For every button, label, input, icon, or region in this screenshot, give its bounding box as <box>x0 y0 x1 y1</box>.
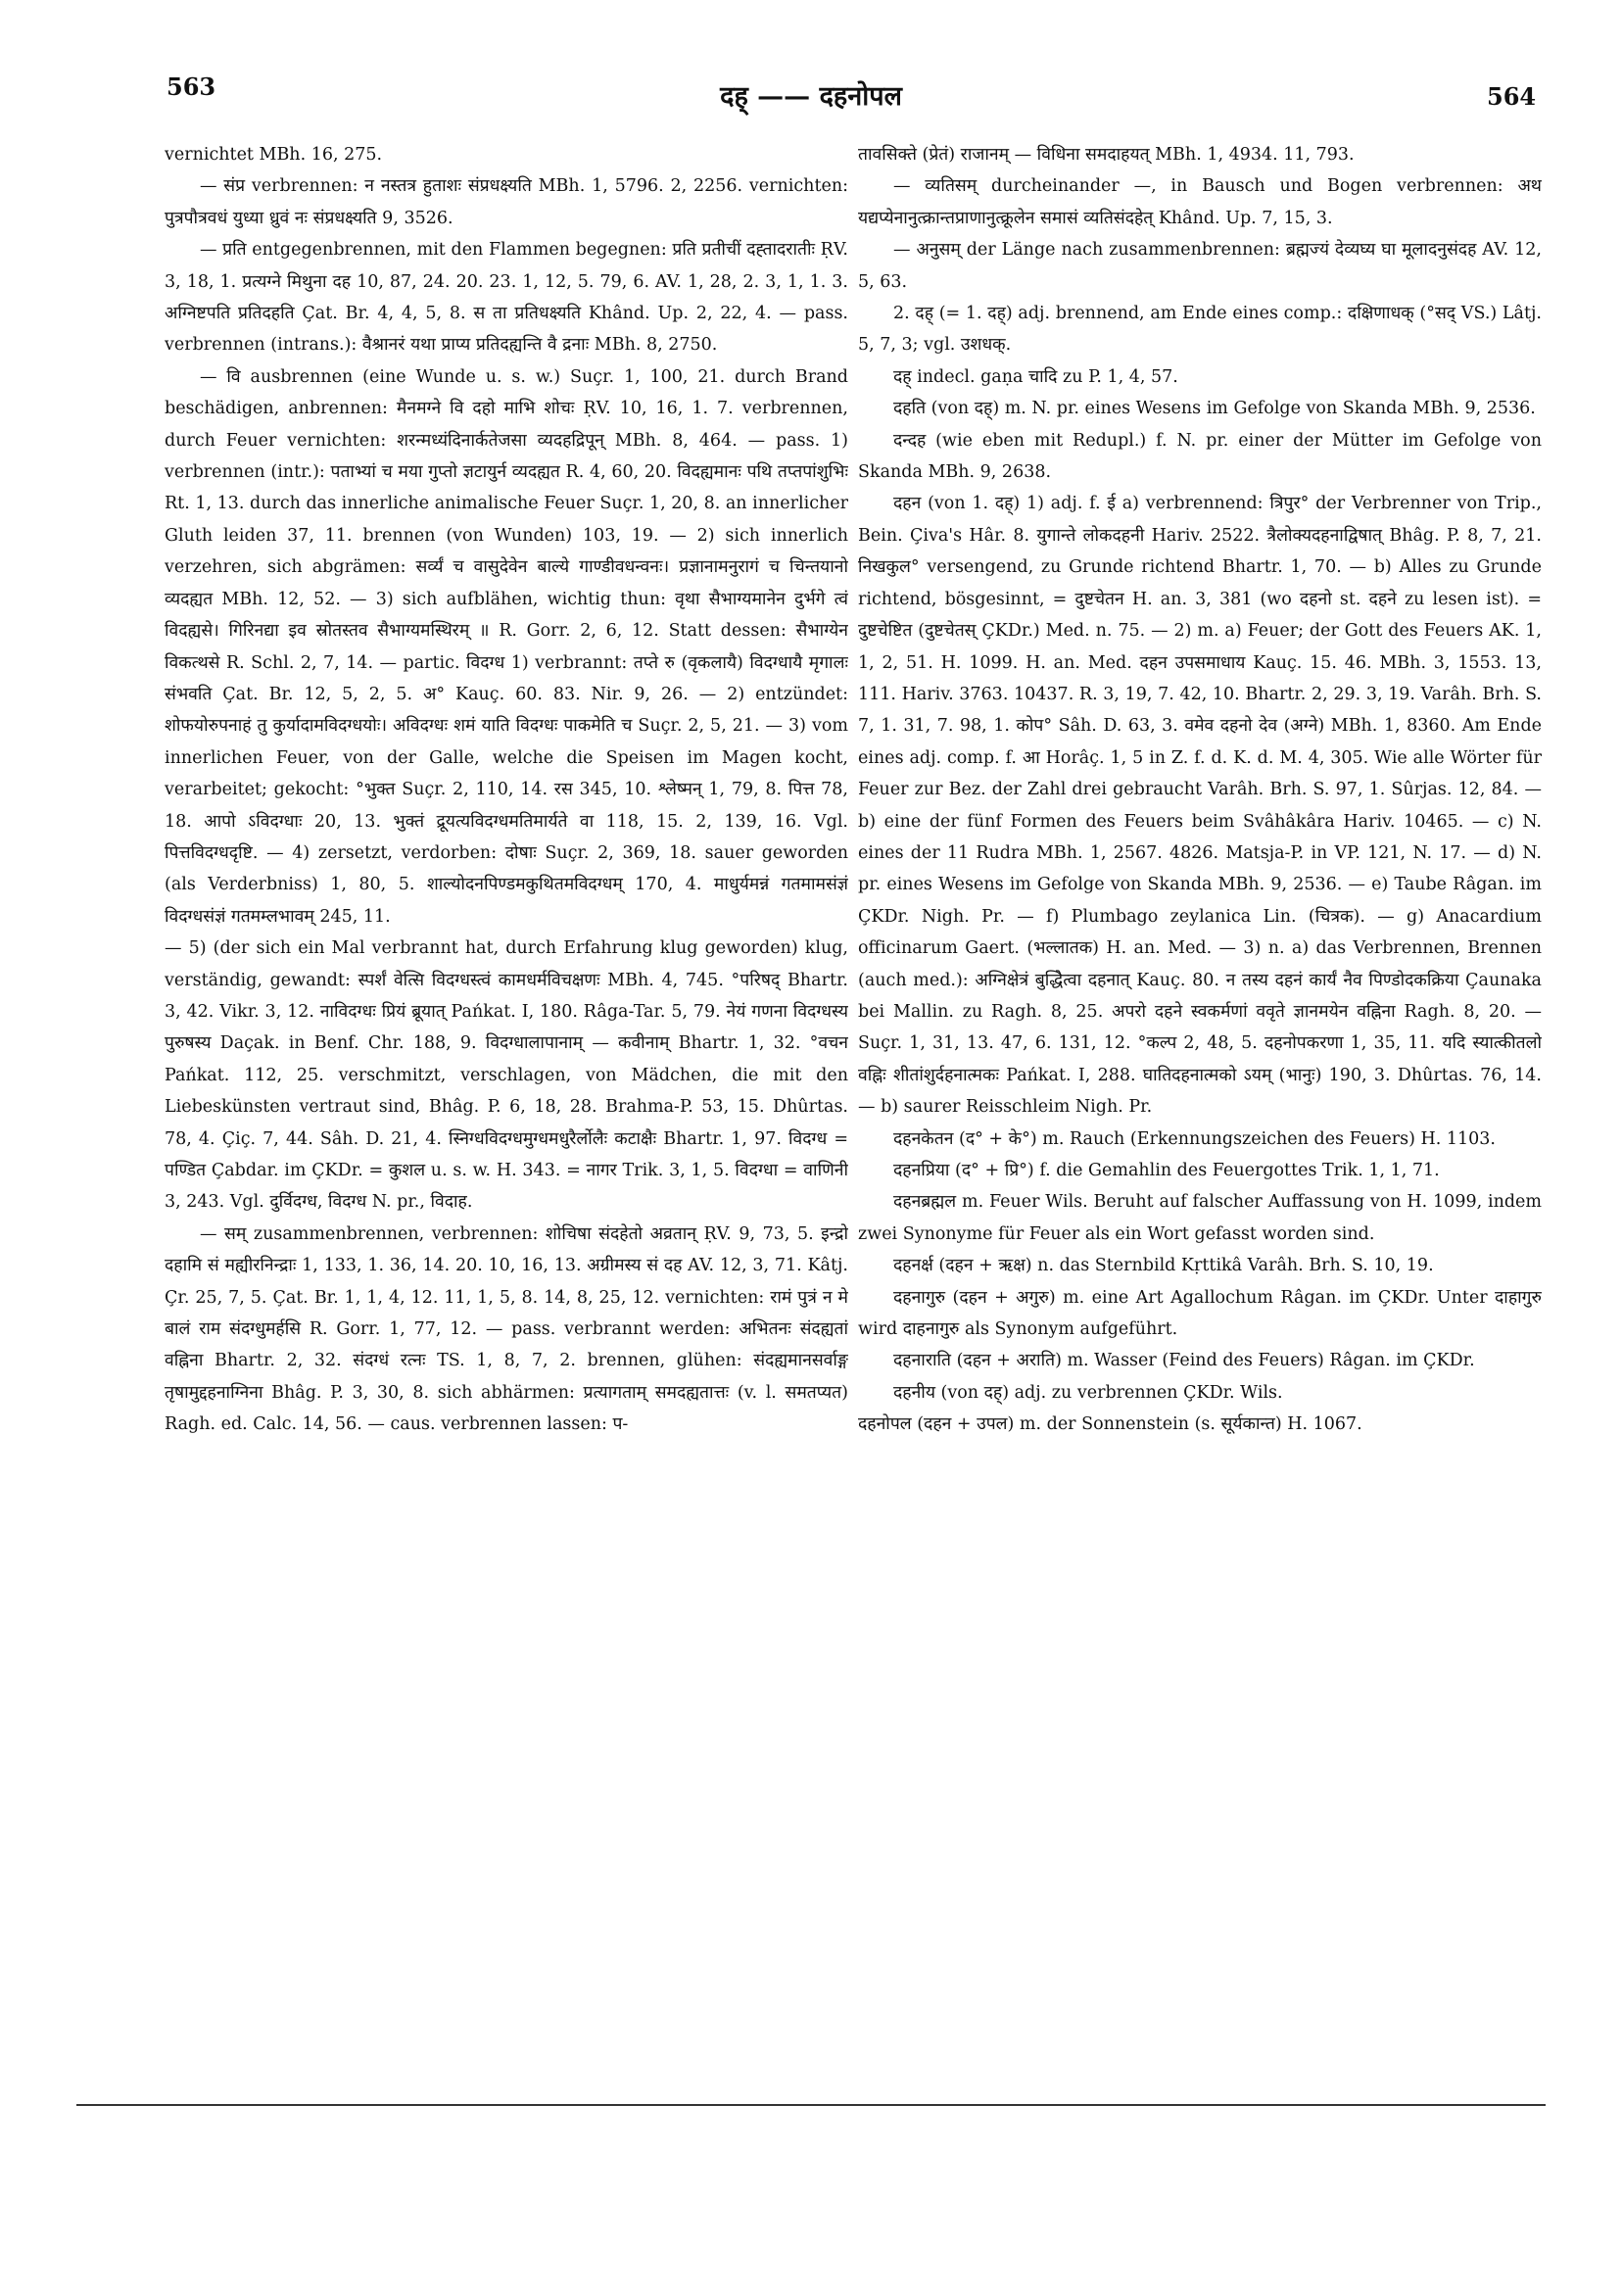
dictionary-entry: दहनब्रह्मल m. Feuer Wils. Beruht auf falscher Auffassung von H. 1099, indem zwei Synonyme für Feuer als ein Wort gefasst worden sind. <box>858 1192 1542 1244</box>
dictionary-entry: — सम् zusammenbrennen, verbrennen: शोचिषा संदहेतो अव्रतान् ṚV. 9, 73, 5. इन्द्रो दहामि सं मह्यीरनिन्द्राः 1, 133, 1. 36, 14. 20. 10, 16, 13. अग्रीमस्य सं दह AV. 12, 3, 71. Kâtj. Çr. 25, 7, 5. Çat. Br. 1, 1, 4, 12. 11, 1, 5, 8. 14, 8, 25, 12. vernichten: रामं पुत्रं न मे बालं राम संदग्धुमर्हसि R. Gorr. 1, 77, 12. — pass. verbrannt werden: अभितनः संदह्यतां वह्निना Bhartr. 2, 32. संदग्धं रत्नः TS. 1, 8, 7, 2. brennen, glühen: संदह्यमानसर्वाङ्ग तृषामुद्दहनाग्निना Bhâg. P. 3, 30, 8. sich abhärmen: प्रत्यागताम् समदह्यतात्तः (v. l. समतप्यत) Ragh. ed. Calc. 14, 56. — caus. verbrennen lassen: प- <box>165 1223 848 1435</box>
dictionary-entry: दहनकेतन (द° + के°) m. Rauch (Erkennungszeichen des Feuers) H. 1103. <box>893 1128 1496 1149</box>
page-number-left: 563 <box>167 72 216 101</box>
left-column <box>165 139 848 2108</box>
dictionary-entry: तावसिक्ते (प्रेतं) राजानम् — विधिना समदाहयत् MBh. 1, 4934. 11, 793. <box>858 145 1355 165</box>
dictionary-entry: दहन (von 1. दह्) 1) adj. f. ई a) verbrennend: त्रिपुर° der Verbrenner von Trip., Bein. Çiva's Hâr. 8. युगान्ते लोकदहनी Hariv. 2522. त्रैलोक्यदहनाद्विषात् Bhâg. P. 8, 7, 21. निखकुल° versengend, zu Grunde richtend Bhartr. 1, 70. — b) Alles zu Grunde richtend, bösgesinnt, = दुष्टचेतन H. an. 3, 381 (wo दहनो st. दहने zu lesen ist). = दुष्टचेष्टित (दुष्टचेतस् ÇKDr.) Med. n. 75. — 2) m. a) Feuer; der Gott des Feuers AK. 1, 1, 2, 51. H. 1099. H. an. Med. दहन उपसमाधाय Kauç. 15. 46. MBh. 3, 1553. 13, 111. Hariv. 3763. 10437. R. 3, 19, 7. 42, 10. Bhartr. 2, 29. 3, 19. Varâh. Brh. S. 7, 1. 31, 7. 98, 1. कोप° Sâh. D. 63, 3. वमेव दहनो देव (अग्ने) MBh. 1, 8360. Am Ende eines adj. comp. f. आ Horâç. 1, 5 in Z. f. d. K. d. M. 4, 305. Wie alle Wörter für Feuer zur Bez. der Zahl drei gebraucht Varâh. Brh. S. 97, 1. Sûrjas. 12, 84. — b) eine der fünf Formen des Feuers beim Svâhâkâra Hariv. 10465. — c) N. eines der 11 Rudra MBh. 1, 2567. 4826. Matsja-P. in VP. 121, N. 17. — d) N. pr. eines Wesens im Gefolge von Skanda MBh. 9, 2536. — e) Taube Râgan. im ÇKDr. Nigh. Pr. — f) Plumbago zeylanica Lin. (चित्रक). — g) Anacardium officinarum Gaert. (भल्लातक) H. an. Med. — 3) n. a) das Verbrennen, Brennen (auch med.): अग्निक्षेत्रं बुद्धिेत्वा दहनात् Kauç. 80. न तस्य दहनं कार्यं नैव पिण्डोदकक्रिया Çaunaka bei Mallin. zu Ragh. 8, 25. अपरो दहने स्वकर्मणां ववृते ज्ञानमयेन वह्निना Ragh. 8, 20. — Suçr. 1, 31, 13. 47, 6. 131, 12. °कल्प 2, 48, 5. दहनोपकरणा 1, 35, 11. यदि स्यात्कीतलो वह्निः शीतांशुर्दहनात्मकः Pańkat. I, 288. घातिदहनात्मको ऽयम् (भानुः) 190, 3. Dhûrtas. 76, 14. — b) saurer Reisschleim Nigh. Pr. <box>858 494 1542 1118</box>
dictionary-entry: दहनीय (von दह्) adj. zu verbrennen ÇKDr. Wils. <box>893 1382 1283 1403</box>
dictionary-entry: 2. दह् (= 1. दह्) adj. brennend, am Ende eines comp.: दक्षिणाधक् (°सद् VS.) Lâtj. 5, 7, 3; vgl. उशधक्. <box>858 304 1542 356</box>
page-header <box>0 69 1622 114</box>
dictionary-entry: — व्यतिसम् durcheinander —, in Bausch und Bogen verbrennen: अथ यद्यप्येनानुत्क्रान्तप्राणानुत्क्रूलेन समासं व्यतिसंदहेत् Khând. Up. 7, 15, 3. <box>858 176 1542 228</box>
dictionary-entry: — संप्र verbrennen: न नस्तत्र हुताशः संप्रधक्ष्यति MBh. 1, 5796. 2, 2256. vernichten: पुत्रपौत्रवधं युध्या ध्रुवं नः संप्रधक्ष्यति 9, 3526. <box>165 176 848 228</box>
dictionary-entry: — वि ausbrennen (eine Wunde u. s. w.) Suçr. 1, 100, 21. durch Brand beschädigen, anbrennen: मैनमग्ने वि दहो माभि शोचः ṚV. 10, 16, 1. 7. verbrennen, durch Feuer vernichten: शरन्मध्यंदिनार्कतेजसा व्यदहद्रिपून् MBh. 8, 464. — pass. 1) verbrennen (intr.): पताभ्यां च मया गुप्तो ज्ञटायुर्न व्यदह्यत R. 4, 60, 20. विदह्यमानः पथि तप्तपांशुभिः Rt. 1, 13. durch das innerliche animalische Feuer Suçr. 1, 20, 8. an innerlicher Gluth leiden 37, 11. brennen (von Wunden) 103, 19. — 2) sich innerlich verzehren, sich abgrämen: सर्व्यं च वासुदेवेन बाल्ये गाण्डीवधन्वनः। प्रज्ञानामनुरागं च चिन्तयानो व्यदह्यत MBh. 12, 52. — 3) sich aufblähen, wichtig thun: वृथा सैभाग्यमानेन दुर्भगे त्वं विदह्यसे। गिरिनद्या इव स्रोतस्तव सैभाग्यमस्थिरम् ॥ R. Gorr. 2, 6, 12. Statt dessen: सैभाग्येन विकत्थसे R. Schl. 2, 7, 14. — partic. विदग्ध 1) verbrannt: तप्ते रु (वृकलायै) विदग्धायै मृगालः संभवति Çat. Br. 12, 5, 2, 5. अ° Kauç. 60. 83. Nir. 9, 26. — 2) entzündet: शोफयोरुपनाहं तु कुर्यादामविदग्धयोः। अविदग्धः शमं याति विदग्धः पाकमेति च Suçr. 2, 5, 21. — 3) vom innerlichen Feuer, von der Galle, welche die Speisen im Magen kocht, verarbeitet; gekocht: °भुक्त Suçr. 2, 110, 14. रस 345, 10. श्लेष्मन् 1, 79, 8. पित्त 78, 18. आपो ऽविदग्धाः 20, 13. भुक्तं द्रूयत्यविदग्धमतिमार्यते वा 118, 15. 2, 139, 16. Vgl. पित्तविदग्धदृष्टि. — 4) zersetzt, verdorben: दोषाः Suçr. 2, 369, 18. sauer geworden (als Verderbniss) 1, 80, 5. शाल्योदनपिण्डमकुथितमविदग्धम् 170, 4. माधुर्यमन्नं गतमामसंज्ञं विदग्धसंज्ञं गतमम्लभावम् 245, 11. <box>165 366 848 927</box>
right-column <box>858 139 1542 2108</box>
dictionary-entry: — 5) (der sich ein Mal verbrannt hat, durch Erfahrung klug geworden) klug, verständig, gewandt: स्पर्शं वेत्सि विदग्धस्त्वं कामधर्मविचक्षणः MBh. 4, 745. °परिषद् Bhartr. 3, 42. Vikr. 3, 12. नाविदग्धः प्रियं ब्रूयात् Pańkat. I, 180. Râga-Tar. 5, 79. नेयं गणना विदग्धस्य पुरुषस्य Daçak. in Benf. Chr. 188, 9. विदग्धालापानाम् — कवीनाम् Bhartr. 1, 32. °वचन Pańkat. 112, 25. verschmitzt, verschlagen, von Mädchen, die mit den Liebeskünsten vertraut sind, Bhâg. P. 6, 18, 28. Brahma-P. 53, 15. Dhûrtas. 78, 4. Çiç. 7, 44. Sâh. D. 21, 4. स्निग्धविदग्धमुग्धमधुरैर्लोलैः कटाक्षैः Bhartr. 1, 97. विदग्ध = पण्डित Çabdar. im ÇKDr. = कुशल u. s. w. H. 343. = नागर Trik. 3, 1, 5. विदग्धा = वाणिनी 3, 243. Vgl. दुर्विदग्ध, विदग्ध N. pr., विदाह. <box>165 938 848 1213</box>
dictionary-entry: दह् indecl. gaṇa चादि zu P. 1, 4, 57. <box>893 366 1178 387</box>
dictionary-entry: दहनर्क्ष (दहन + ऋक्ष) n. das Sternbild Kṛttikâ Varâh. Brh. S. 10, 19. <box>893 1256 1434 1276</box>
footer-rule <box>76 2104 1546 2106</box>
dictionary-entry: दन्दह (wie eben mit Redupl.) f. N. pr. einer der Mütter im Gefolge von Skanda MBh. 9, 2638. <box>858 430 1542 483</box>
dictionary-entry: दहनोपल (दहन + उपल) m. der Sonnenstein (s. सूर्यकान्त) H. 1067. <box>858 1414 1362 1435</box>
page-number-right: 564 <box>1487 82 1537 111</box>
running-head: दह् —— दहनोपल <box>720 81 902 112</box>
dictionary-entry: — प्रति entgegenbrennen, mit den Flammen begegnen: प्रति प्रतीचीं दह्तादरातीः ṚV. 3, 18, 1. प्रत्यग्ने मिथुना दह 10, 87, 24. 20. 23. 1, 12, 5. 79, 6. AV. 1, 28, 2. 3, 1, 1. 3. अग्निष्टपति प्रतिदहति Çat. Br. 4, 4, 5, 8. स ता प्रतिधक्ष्यति Khând. Up. 2, 22, 4. — pass. verbrennen (intrans.): वैश्रानरं यथा प्राप्य प्रतिदह्यन्ति वै द्रनाः MBh. 8, 2750. <box>165 240 848 356</box>
dictionary-entry: दहनागुरु (दहन + अगुरु) m. eine Art Agallochum Râgan. im ÇKDr. Unter दाहागुरु wird दाहनागुरु als Synonym aufgeführt. <box>858 1287 1542 1340</box>
dictionary-entry: दहति (von दह्) m. N. pr. eines Wesens im Gefolge von Skanda MBh. 9, 2536. <box>893 399 1536 419</box>
dictionary-entry: — अनुसम् der Länge nach zusammenbrennen: ब्रह्मज्यं देव्यघ्य घा मूलादनुसंदह AV. 12, 5, 63. <box>858 240 1542 292</box>
dictionary-entry: दहनप्रिया (द° + प्रि°) f. die Gemahlin des Feuergottes Trik. 1, 1, 71. <box>893 1161 1440 1180</box>
dictionary-entry: vernichtet MBh. 16, 275. <box>165 145 383 165</box>
dictionary-entry: दहनाराति (दहन + अराति) m. Wasser (Feind des Feuers) Râgan. im ÇKDr. <box>893 1351 1475 1371</box>
